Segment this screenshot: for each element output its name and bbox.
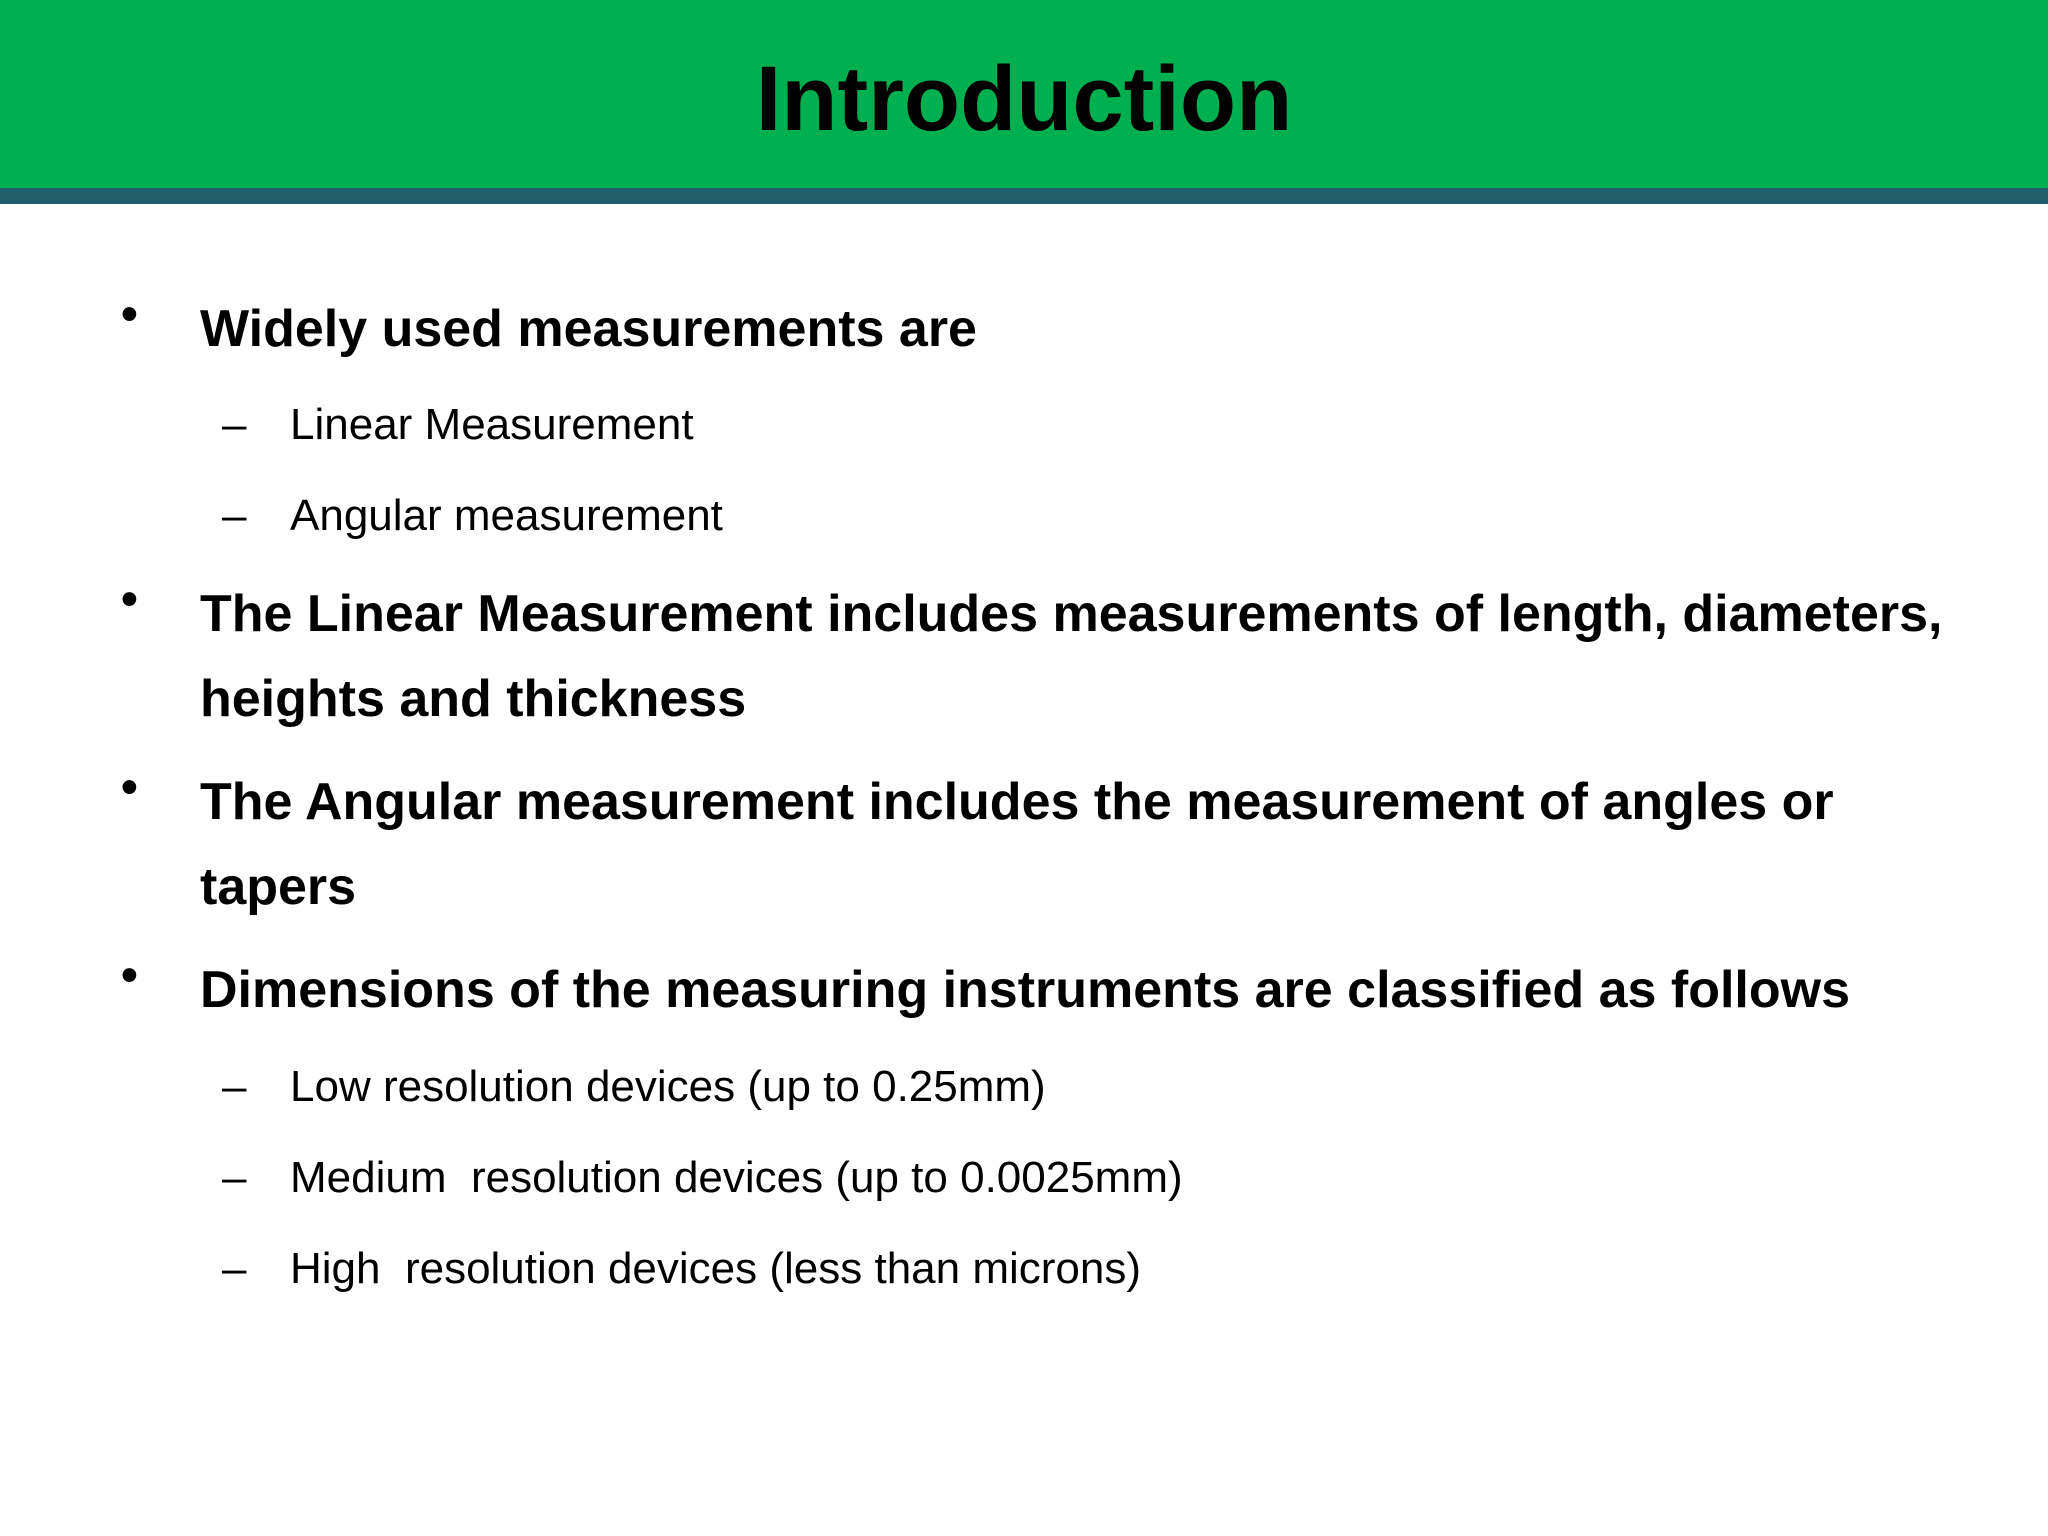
sub-item-text: Medium resolution devices (up to 0.0025mm) — [290, 1153, 1183, 1202]
dash-icon: – — [222, 491, 247, 540]
bullet-text: The Linear Measurement includes measurements of length, diameters, heights and thickness — [200, 585, 1943, 728]
slide-title: Introduction — [755, 48, 1293, 150]
dash-icon: – — [222, 1153, 247, 1202]
bullet-text: Dimensions of the measuring instruments are classified as follows — [200, 961, 1851, 1019]
bullet-text: Widely used measurements are — [200, 300, 977, 358]
bullet-dot-icon: • — [121, 288, 138, 341]
bullet-text: The Angular measurement includes the measurement of angles or tapers — [200, 773, 1834, 916]
bullet-dot-icon: • — [121, 573, 138, 626]
sub-item-text: High resolution devices (less than microns) — [290, 1244, 1142, 1293]
bullet-dot-icon: • — [121, 949, 138, 1002]
dash-icon: – — [222, 1244, 247, 1293]
sub-item-text: Linear Measurement — [290, 400, 694, 449]
sub-item-text: Low resolution devices (up to 0.25mm) — [290, 1062, 1046, 1111]
sub-item-text: Angular measurement — [290, 491, 723, 540]
dash-icon: – — [222, 400, 247, 449]
bullet-dot-icon: • — [121, 761, 138, 814]
dash-icon: – — [222, 1062, 247, 1111]
